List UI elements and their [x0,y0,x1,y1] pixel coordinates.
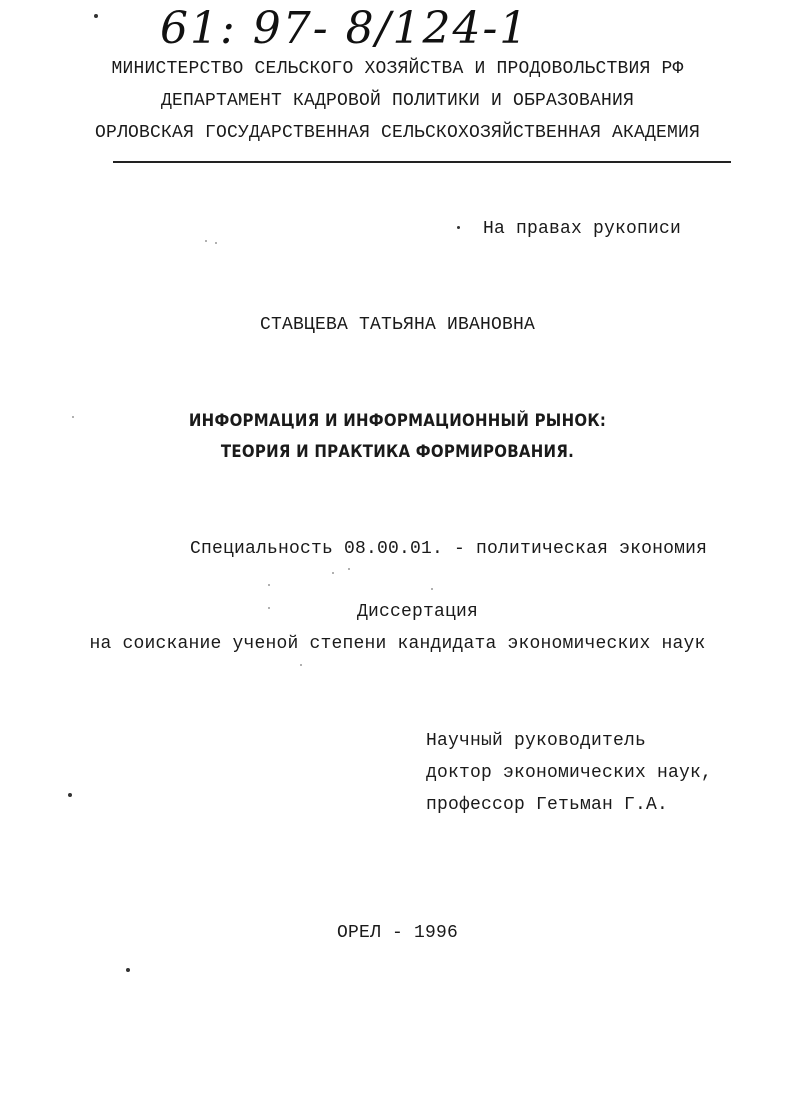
scan-speck [300,664,302,666]
archive-mark: 61: 97- 8/124-1 [160,3,530,54]
scan-speck [68,793,72,797]
scan-speck [348,568,350,570]
scan-speck [94,14,98,18]
scan-speck [205,240,207,242]
city-year: ОРЕЛ - 1996 [336,923,459,943]
manuscript-note: На правах рукописи [483,219,682,239]
specialty: Специальность 08.00.01. - политическая экономия [190,539,708,559]
scan-speck [72,416,74,418]
author-name: СТАВЦЕВА ТАТЬЯНА ИВАНОВНА [259,315,536,335]
supervisor-degree: доктор экономических наук, [426,763,713,783]
scan-speck [431,588,433,590]
scan-speck [268,584,270,586]
dissertation-title-line-1: ИНФОРМАЦИЯ И ИНФОРМАЦИОННЫЙ РЫНОК: [188,411,607,431]
supervisor-name: профессор Гетьман Г.А. [426,795,669,815]
scan-speck [457,226,460,229]
scan-speck [215,242,217,244]
ministry-name: МИНИСТЕРСТВО СЕЛЬСКОГО ХОЗЯЙСТВА И ПРОДОВОЛЬСТВИЯ РФ [111,59,684,79]
scan-speck [332,572,334,574]
header-divider [113,161,731,163]
degree-line: на соискание ученой степени кандидата экономических наук [89,634,706,654]
department-name: ДЕПАРТАМЕНТ КАДРОВОЙ ПОЛИТИКИ И ОБРАЗОВАНИЯ [160,91,635,111]
supervisor-role: Научный руководитель [426,731,647,751]
scan-speck [268,607,270,609]
dissertation-label: Диссертация [357,602,479,622]
dissertation-title-line-2: ТЕОРИЯ И ПРАКТИКА ФОРМИРОВАНИЯ. [220,442,575,462]
academy-name: ОРЛОВСКАЯ ГОСУДАРСТВЕННАЯ СЕЛЬСКОХОЗЯЙСТВЕННАЯ АКАДЕМИЯ [94,123,701,143]
scan-speck [126,968,130,972]
